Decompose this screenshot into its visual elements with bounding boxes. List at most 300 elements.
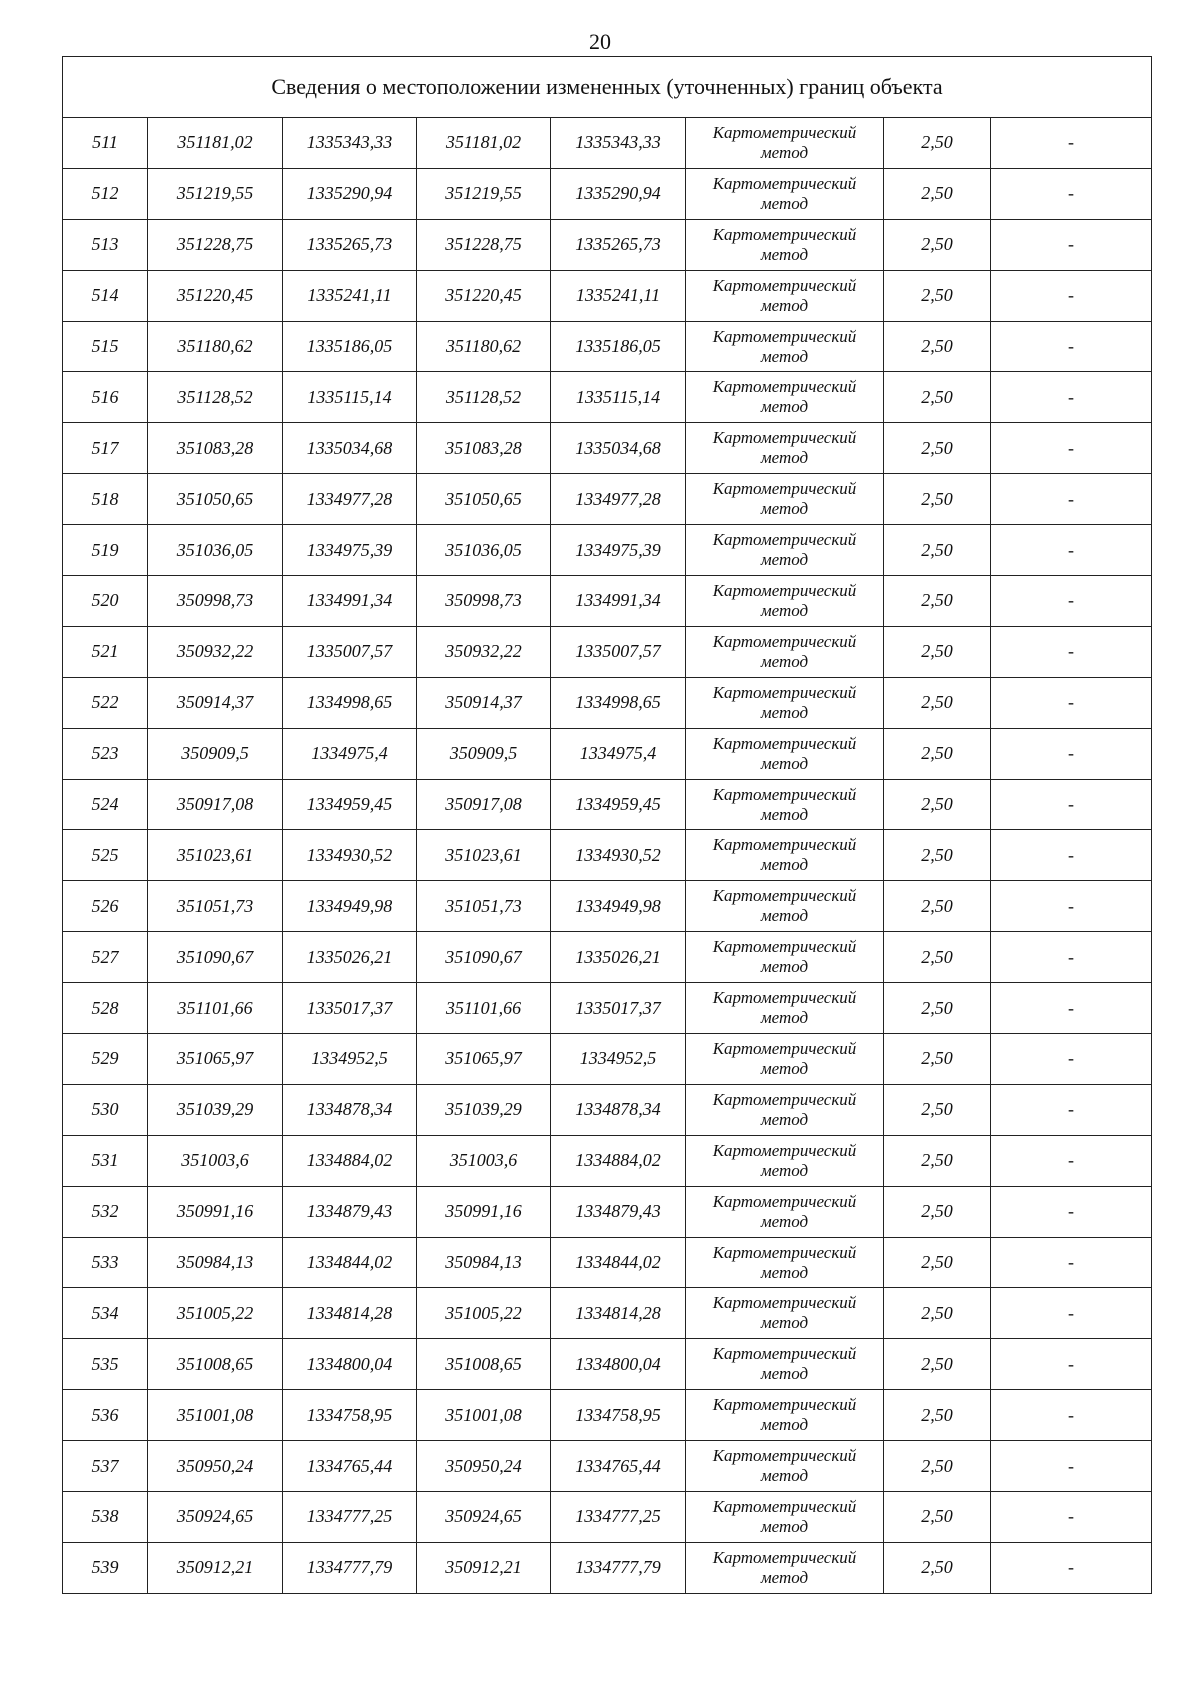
cell-accuracy: 2,50 — [884, 423, 991, 474]
method-line-1: Картометрический — [712, 1395, 857, 1415]
cell-description: - — [991, 932, 1152, 983]
cell-existing-y: 1334998,65 — [283, 677, 417, 728]
cell-updated-y: 1334777,25 — [551, 1492, 686, 1543]
cell-point-number: 511 — [63, 118, 148, 169]
method-line-1: Картометрический — [712, 479, 857, 499]
cell-description: - — [991, 1492, 1152, 1543]
table-row — [63, 1492, 1152, 1543]
cell-existing-x: 351180,62 — [148, 321, 283, 372]
table-row — [63, 1542, 1152, 1593]
cell-point-number: 521 — [63, 626, 148, 677]
cell-point-number: 532 — [63, 1186, 148, 1237]
table-row — [63, 372, 1152, 423]
cell-method — [686, 830, 884, 881]
cell-accuracy: 2,50 — [884, 1084, 991, 1135]
method-line-1: Картометрический — [712, 1496, 857, 1516]
method-line-2: метод — [760, 1516, 809, 1536]
cell-point-number: 537 — [63, 1441, 148, 1492]
cell-existing-y: 1334777,25 — [283, 1492, 417, 1543]
method-line-2: метод — [760, 804, 809, 824]
cell-method — [686, 1492, 884, 1543]
cell-point-number: 536 — [63, 1390, 148, 1441]
cell-updated-x: 351036,05 — [417, 525, 551, 576]
cell-existing-x: 350984,13 — [148, 1237, 283, 1288]
cell-updated-x: 351023,61 — [417, 830, 551, 881]
cell-existing-y: 1335017,37 — [283, 983, 417, 1034]
method-line-1: Картометрический — [712, 886, 857, 906]
table-row — [63, 1084, 1152, 1135]
cell-method — [686, 728, 884, 779]
cell-description: - — [991, 1084, 1152, 1135]
method-line-2: метод — [760, 499, 809, 519]
cell-point-number: 535 — [63, 1339, 148, 1390]
cell-method — [686, 677, 884, 728]
method-line-2: метод — [760, 550, 809, 570]
cell-accuracy: 2,50 — [884, 1492, 991, 1543]
cell-existing-y: 1334975,39 — [283, 525, 417, 576]
method-line-1: Картометрический — [712, 631, 857, 651]
cell-point-number: 524 — [63, 779, 148, 830]
cell-updated-y: 1335034,68 — [551, 423, 686, 474]
cell-accuracy: 2,50 — [884, 219, 991, 270]
cell-updated-x: 350998,73 — [417, 576, 551, 627]
method-line-1: Картометрический — [712, 1038, 857, 1058]
cell-existing-y: 1335241,11 — [283, 270, 417, 321]
cell-updated-x: 351228,75 — [417, 219, 551, 270]
method-line-1: Картометрический — [712, 733, 857, 753]
cell-accuracy: 2,50 — [884, 728, 991, 779]
table-row — [63, 677, 1152, 728]
table-row — [63, 779, 1152, 830]
cell-method — [686, 1186, 884, 1237]
cell-updated-y: 1334758,95 — [551, 1390, 686, 1441]
cell-description: - — [991, 1186, 1152, 1237]
cell-existing-y: 1334930,52 — [283, 830, 417, 881]
cell-existing-y: 1334977,28 — [283, 474, 417, 525]
method-line-2: метод — [760, 1008, 809, 1028]
table-row — [63, 1237, 1152, 1288]
cell-point-number: 527 — [63, 932, 148, 983]
table-row — [63, 423, 1152, 474]
cell-method — [686, 1034, 884, 1085]
cell-updated-y: 1334991,34 — [551, 576, 686, 627]
cell-method — [686, 270, 884, 321]
cell-existing-y: 1335034,68 — [283, 423, 417, 474]
cell-updated-y: 1335186,05 — [551, 321, 686, 372]
cell-updated-x: 351039,29 — [417, 1084, 551, 1135]
cell-updated-y: 1334975,39 — [551, 525, 686, 576]
cell-method — [686, 219, 884, 270]
cell-point-number: 513 — [63, 219, 148, 270]
cell-updated-x: 350950,24 — [417, 1441, 551, 1492]
method-line-2: метод — [760, 906, 809, 926]
table-row — [63, 1186, 1152, 1237]
cell-updated-x: 350912,21 — [417, 1542, 551, 1593]
table-row — [63, 1339, 1152, 1390]
cell-updated-y: 1334844,02 — [551, 1237, 686, 1288]
method-line-1: Картометрический — [712, 428, 857, 448]
cell-existing-y: 1334879,43 — [283, 1186, 417, 1237]
cell-method — [686, 423, 884, 474]
method-line-2: метод — [760, 1109, 809, 1129]
table-row — [63, 270, 1152, 321]
table-title: Сведения о местоположении измененных (уточненных) границ объекта — [63, 57, 1152, 118]
cell-updated-x: 351008,65 — [417, 1339, 551, 1390]
table-row — [63, 219, 1152, 270]
boundary-coordinates-table — [62, 56, 1152, 1594]
method-line-1: Картометрический — [712, 1242, 857, 1262]
method-line-2: метод — [760, 1466, 809, 1486]
cell-description: - — [991, 1542, 1152, 1593]
cell-existing-x: 351036,05 — [148, 525, 283, 576]
table-row — [63, 576, 1152, 627]
cell-method — [686, 321, 884, 372]
method-line-2: метод — [760, 651, 809, 671]
method-line-1: Картометрический — [712, 1344, 857, 1364]
cell-updated-y: 1334814,28 — [551, 1288, 686, 1339]
method-line-1: Картометрический — [712, 1191, 857, 1211]
cell-point-number: 529 — [63, 1034, 148, 1085]
cell-method — [686, 1084, 884, 1135]
cell-point-number: 523 — [63, 728, 148, 779]
cell-description: - — [991, 270, 1152, 321]
table-row — [63, 881, 1152, 932]
cell-updated-y: 1335241,11 — [551, 270, 686, 321]
cell-updated-x: 351090,67 — [417, 932, 551, 983]
method-line-1: Картометрический — [712, 784, 857, 804]
cell-updated-x: 351181,02 — [417, 118, 551, 169]
cell-existing-x: 351051,73 — [148, 881, 283, 932]
cell-existing-y: 1335290,94 — [283, 168, 417, 219]
cell-existing-x: 350932,22 — [148, 626, 283, 677]
cell-point-number: 526 — [63, 881, 148, 932]
cell-updated-x: 350909,5 — [417, 728, 551, 779]
cell-updated-x: 351180,62 — [417, 321, 551, 372]
method-line-2: метод — [760, 346, 809, 366]
cell-updated-y: 1334777,79 — [551, 1542, 686, 1593]
method-line-2: метод — [760, 1058, 809, 1078]
cell-point-number: 512 — [63, 168, 148, 219]
method-line-2: метод — [760, 1160, 809, 1180]
cell-accuracy: 2,50 — [884, 321, 991, 372]
table-row — [63, 321, 1152, 372]
cell-updated-x: 351001,08 — [417, 1390, 551, 1441]
method-line-2: метод — [760, 193, 809, 213]
method-line-1: Картометрический — [712, 1089, 857, 1109]
cell-existing-y: 1334814,28 — [283, 1288, 417, 1339]
cell-point-number: 530 — [63, 1084, 148, 1135]
cell-updated-y: 1334878,34 — [551, 1084, 686, 1135]
cell-updated-x: 351065,97 — [417, 1034, 551, 1085]
cell-accuracy: 2,50 — [884, 168, 991, 219]
cell-updated-y: 1335343,33 — [551, 118, 686, 169]
cell-existing-x: 350914,37 — [148, 677, 283, 728]
method-line-2: метод — [760, 295, 809, 315]
cell-accuracy: 2,50 — [884, 1034, 991, 1085]
cell-accuracy: 2,50 — [884, 626, 991, 677]
cell-point-number: 531 — [63, 1135, 148, 1186]
cell-accuracy: 2,50 — [884, 1339, 991, 1390]
cell-existing-y: 1334800,04 — [283, 1339, 417, 1390]
cell-existing-y: 1335186,05 — [283, 321, 417, 372]
cell-accuracy: 2,50 — [884, 1441, 991, 1492]
cell-method — [686, 1288, 884, 1339]
cell-accuracy: 2,50 — [884, 881, 991, 932]
cell-existing-y: 1334959,45 — [283, 779, 417, 830]
cell-accuracy: 2,50 — [884, 779, 991, 830]
cell-existing-x: 350991,16 — [148, 1186, 283, 1237]
cell-existing-x: 351050,65 — [148, 474, 283, 525]
cell-existing-x: 351101,66 — [148, 983, 283, 1034]
cell-updated-x: 351219,55 — [417, 168, 551, 219]
method-line-2: метод — [760, 448, 809, 468]
cell-description: - — [991, 525, 1152, 576]
cell-point-number: 515 — [63, 321, 148, 372]
method-line-2: метод — [760, 855, 809, 875]
cell-description: - — [991, 1237, 1152, 1288]
method-line-1: Картометрический — [712, 937, 857, 957]
cell-updated-x: 351005,22 — [417, 1288, 551, 1339]
cell-point-number: 525 — [63, 830, 148, 881]
method-line-1: Картометрический — [712, 835, 857, 855]
method-line-2: метод — [760, 600, 809, 620]
cell-updated-x: 351083,28 — [417, 423, 551, 474]
table-row — [63, 525, 1152, 576]
cell-existing-x: 351219,55 — [148, 168, 283, 219]
method-line-1: Картометрический — [712, 377, 857, 397]
cell-existing-y: 1335265,73 — [283, 219, 417, 270]
method-line-2: метод — [760, 142, 809, 162]
cell-accuracy: 2,50 — [884, 1288, 991, 1339]
method-line-1: Картометрический — [712, 682, 857, 702]
cell-point-number: 516 — [63, 372, 148, 423]
cell-existing-y: 1334758,95 — [283, 1390, 417, 1441]
cell-accuracy: 2,50 — [884, 525, 991, 576]
cell-description: - — [991, 677, 1152, 728]
table-row — [63, 932, 1152, 983]
method-line-1: Картометрический — [712, 530, 857, 550]
cell-accuracy: 2,50 — [884, 677, 991, 728]
cell-point-number: 520 — [63, 576, 148, 627]
table-row — [63, 626, 1152, 677]
cell-existing-x: 351008,65 — [148, 1339, 283, 1390]
cell-point-number: 522 — [63, 677, 148, 728]
cell-method — [686, 626, 884, 677]
cell-point-number: 517 — [63, 423, 148, 474]
cell-method — [686, 1135, 884, 1186]
cell-accuracy: 2,50 — [884, 1135, 991, 1186]
cell-existing-x: 350924,65 — [148, 1492, 283, 1543]
cell-existing-x: 351083,28 — [148, 423, 283, 474]
cell-point-number: 533 — [63, 1237, 148, 1288]
table-row — [63, 118, 1152, 169]
cell-existing-y: 1335026,21 — [283, 932, 417, 983]
cell-method — [686, 932, 884, 983]
cell-existing-x: 350950,24 — [148, 1441, 283, 1492]
cell-existing-y: 1335115,14 — [283, 372, 417, 423]
cell-updated-y: 1335026,21 — [551, 932, 686, 983]
cell-point-number: 538 — [63, 1492, 148, 1543]
cell-updated-x: 350984,13 — [417, 1237, 551, 1288]
cell-method — [686, 983, 884, 1034]
cell-accuracy: 2,50 — [884, 1542, 991, 1593]
cell-existing-x: 351220,45 — [148, 270, 283, 321]
method-line-1: Картометрический — [712, 1140, 857, 1160]
cell-existing-x: 351090,67 — [148, 932, 283, 983]
table-row — [63, 474, 1152, 525]
cell-description: - — [991, 372, 1152, 423]
cell-description: - — [991, 219, 1152, 270]
cell-existing-x: 351005,22 — [148, 1288, 283, 1339]
method-line-1: Картометрический — [712, 173, 857, 193]
cell-description: - — [991, 728, 1152, 779]
cell-method — [686, 525, 884, 576]
cell-existing-y: 1334884,02 — [283, 1135, 417, 1186]
cell-existing-x: 351228,75 — [148, 219, 283, 270]
method-line-2: метод — [760, 702, 809, 722]
cell-description: - — [991, 1390, 1152, 1441]
table-row — [63, 830, 1152, 881]
cell-updated-y: 1334952,5 — [551, 1034, 686, 1085]
cell-description: - — [991, 1034, 1152, 1085]
cell-existing-y: 1334952,5 — [283, 1034, 417, 1085]
cell-description: - — [991, 881, 1152, 932]
cell-accuracy: 2,50 — [884, 932, 991, 983]
cell-existing-x: 351003,6 — [148, 1135, 283, 1186]
method-line-2: метод — [760, 1567, 809, 1587]
table-row — [63, 1288, 1152, 1339]
cell-point-number: 519 — [63, 525, 148, 576]
cell-existing-y: 1334949,98 — [283, 881, 417, 932]
cell-method — [686, 881, 884, 932]
cell-accuracy: 2,50 — [884, 1390, 991, 1441]
cell-updated-y: 1334959,45 — [551, 779, 686, 830]
cell-updated-y: 1334930,52 — [551, 830, 686, 881]
cell-updated-y: 1335017,37 — [551, 983, 686, 1034]
table-row — [63, 1441, 1152, 1492]
cell-updated-x: 350924,65 — [417, 1492, 551, 1543]
cell-point-number: 518 — [63, 474, 148, 525]
cell-description: - — [991, 1441, 1152, 1492]
cell-accuracy: 2,50 — [884, 474, 991, 525]
cell-updated-y: 1334884,02 — [551, 1135, 686, 1186]
cell-existing-x: 350909,5 — [148, 728, 283, 779]
method-line-2: метод — [760, 1364, 809, 1384]
cell-existing-x: 351023,61 — [148, 830, 283, 881]
method-line-1: Картометрический — [712, 988, 857, 1008]
table-row — [63, 1390, 1152, 1441]
cell-updated-x: 351051,73 — [417, 881, 551, 932]
cell-method — [686, 1390, 884, 1441]
method-line-1: Картометрический — [712, 122, 857, 142]
cell-accuracy: 2,50 — [884, 372, 991, 423]
cell-updated-y: 1335290,94 — [551, 168, 686, 219]
page-number: 20 — [589, 29, 611, 54]
cell-method — [686, 118, 884, 169]
cell-updated-y: 1335265,73 — [551, 219, 686, 270]
method-line-2: метод — [760, 957, 809, 977]
cell-existing-y: 1334975,4 — [283, 728, 417, 779]
cell-existing-x: 351181,02 — [148, 118, 283, 169]
cell-existing-y: 1334777,79 — [283, 1542, 417, 1593]
cell-updated-x: 351101,66 — [417, 983, 551, 1034]
cell-updated-x: 351050,65 — [417, 474, 551, 525]
cell-updated-y: 1334879,43 — [551, 1186, 686, 1237]
table-row — [63, 1034, 1152, 1085]
cell-method — [686, 1237, 884, 1288]
cell-description: - — [991, 626, 1152, 677]
method-line-2: метод — [760, 1415, 809, 1435]
cell-existing-x: 351001,08 — [148, 1390, 283, 1441]
cell-description: - — [991, 576, 1152, 627]
cell-updated-y: 1334765,44 — [551, 1441, 686, 1492]
cell-updated-y: 1334998,65 — [551, 677, 686, 728]
cell-updated-x: 351220,45 — [417, 270, 551, 321]
method-line-1: Картометрический — [712, 1293, 857, 1313]
cell-existing-x: 350912,21 — [148, 1542, 283, 1593]
cell-point-number: 539 — [63, 1542, 148, 1593]
cell-description: - — [991, 830, 1152, 881]
cell-accuracy: 2,50 — [884, 1186, 991, 1237]
table-row — [63, 983, 1152, 1034]
cell-updated-x: 351128,52 — [417, 372, 551, 423]
cell-description: - — [991, 474, 1152, 525]
method-line-2: метод — [760, 1262, 809, 1282]
method-line-2: метод — [760, 1313, 809, 1333]
cell-existing-x: 351039,29 — [148, 1084, 283, 1135]
cell-accuracy: 2,50 — [884, 983, 991, 1034]
method-line-2: метод — [760, 1211, 809, 1231]
cell-point-number: 514 — [63, 270, 148, 321]
cell-method — [686, 1339, 884, 1390]
cell-method — [686, 576, 884, 627]
method-line-2: метод — [760, 753, 809, 773]
cell-description: - — [991, 1339, 1152, 1390]
cell-description: - — [991, 423, 1152, 474]
cell-method — [686, 474, 884, 525]
method-line-2: метод — [760, 397, 809, 417]
cell-existing-x: 351065,97 — [148, 1034, 283, 1085]
cell-accuracy: 2,50 — [884, 576, 991, 627]
cell-existing-x: 350917,08 — [148, 779, 283, 830]
cell-description: - — [991, 1135, 1152, 1186]
cell-existing-x: 351128,52 — [148, 372, 283, 423]
cell-existing-y: 1335343,33 — [283, 118, 417, 169]
cell-point-number: 528 — [63, 983, 148, 1034]
cell-existing-y: 1335007,57 — [283, 626, 417, 677]
cell-point-number: 534 — [63, 1288, 148, 1339]
table-row — [63, 728, 1152, 779]
cell-description: - — [991, 321, 1152, 372]
cell-accuracy: 2,50 — [884, 270, 991, 321]
cell-updated-x: 350932,22 — [417, 626, 551, 677]
cell-existing-x: 350998,73 — [148, 576, 283, 627]
cell-accuracy: 2,50 — [884, 830, 991, 881]
cell-updated-x: 351003,6 — [417, 1135, 551, 1186]
method-line-1: Картометрический — [712, 275, 857, 295]
cell-existing-y: 1334765,44 — [283, 1441, 417, 1492]
cell-description: - — [991, 1288, 1152, 1339]
cell-accuracy: 2,50 — [884, 1237, 991, 1288]
cell-description: - — [991, 118, 1152, 169]
cell-existing-y: 1334878,34 — [283, 1084, 417, 1135]
cell-method — [686, 168, 884, 219]
method-line-1: Картометрический — [712, 1446, 857, 1466]
cell-description: - — [991, 779, 1152, 830]
cell-updated-y: 1334800,04 — [551, 1339, 686, 1390]
cell-updated-y: 1334977,28 — [551, 474, 686, 525]
cell-existing-y: 1334844,02 — [283, 1237, 417, 1288]
